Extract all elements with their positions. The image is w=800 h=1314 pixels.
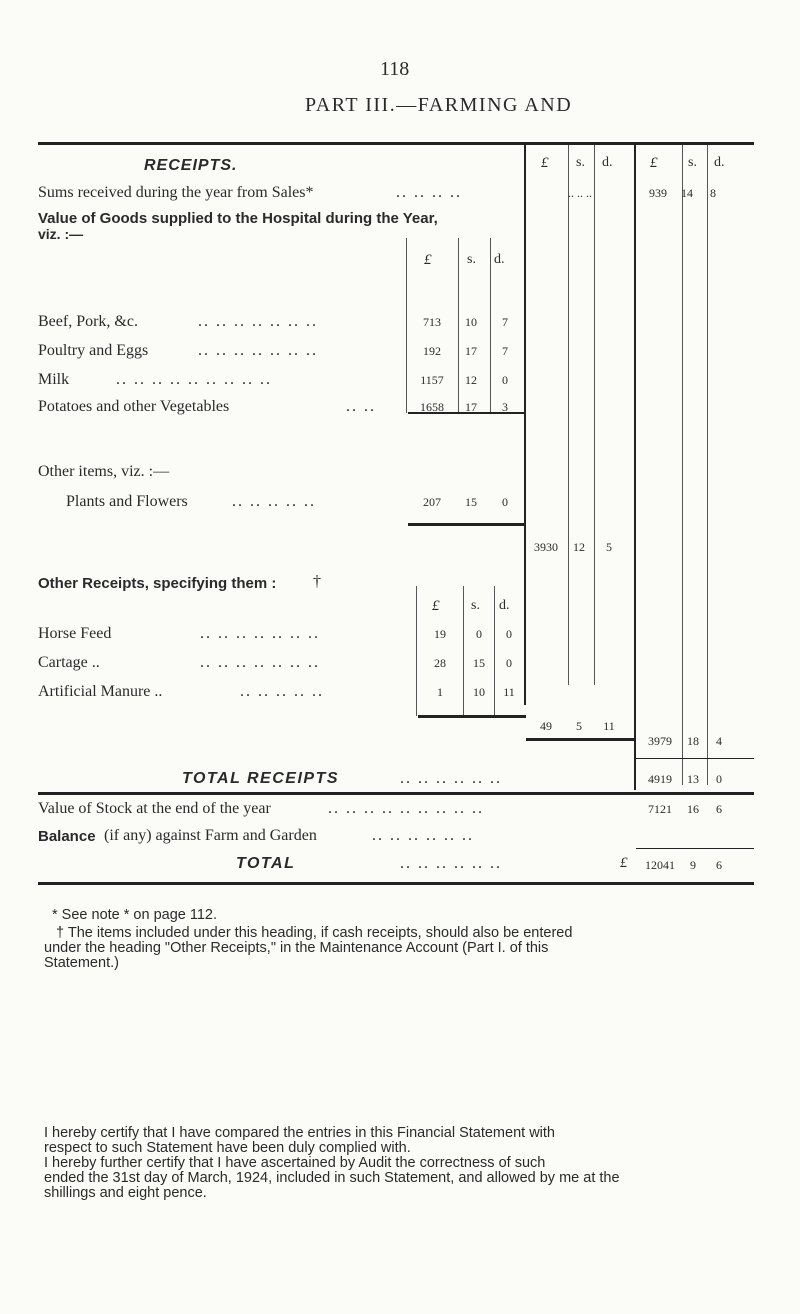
balance-dots: .. .. .. .. .. .. [372,827,474,844]
goods-item-beef-l: 713 [423,315,441,329]
other-col-s: s. [471,598,480,613]
right-col-rule-1 [636,758,754,759]
other-item-cartage-dots: .. .. .. .. .. .. .. [200,654,320,671]
other-item-manure-d: 11 [503,685,515,699]
other-item-horse-feed-l: 19 [434,627,446,641]
other-item-horse-feed-dots: .. .. .. .. .. .. .. [200,625,320,642]
total-label: TOTAL [236,855,296,872]
other-item-cartage-d: 0 [506,656,512,670]
combined-l: 3979 [648,734,672,748]
goods-rule-d [490,238,491,413]
col-rule-right-s [682,145,683,785]
other-item-horse-feed-s: 0 [476,627,482,641]
other-item-manure-l: 1 [437,685,443,699]
certificate-line-5: shillings and eight pence. [44,1185,207,1201]
goods-item-poultry: Poultry and Eggs [38,342,149,359]
goods-heading: Value of Goods supplied to the Hospital during the Year, [38,210,438,227]
goods-item-beef: Beef, Pork, &c. [38,313,138,330]
sales-l: 939 [649,186,667,200]
sales-s: 14 [681,186,693,200]
goods-item-plants-s: 15 [465,495,477,509]
goods-item-beef-dots: .. .. .. .. .. .. .. [198,313,318,330]
total-receipts-d: 0 [716,772,722,786]
goods-item-beef-d: 7 [502,315,508,329]
other-item-manure-dots: .. .. .. .. .. [240,683,324,700]
certificate-line-4: ended the 31st day of March, 1924, included in such Statement, and allowed by me at the [44,1170,620,1186]
total-l: 12041 [645,858,675,872]
total-receipts-label: TOTAL RECEIPTS [182,770,340,787]
sales-d: 8 [710,186,716,200]
goods-item-milk-s: 12 [465,373,477,387]
stock-s: 16 [687,802,699,816]
col-rule-mid-d [594,145,595,685]
balance-label: Balance [38,828,96,845]
other-item-manure: Artificial Manure .. [38,683,163,700]
table-end-rule [38,882,754,885]
stock-l: 7121 [648,802,672,816]
total-receipts-dots: .. .. .. .. .. .. [400,770,502,787]
goods-subtotal-s: 12 [573,540,585,554]
goods-item-milk: Milk [38,371,70,388]
goods-subtotal-l: 3930 [534,540,558,554]
footnote-2a: † The items included under this heading, if cash receipts, should also be entered [56,925,573,941]
footnote-2c: Statement.) [44,955,119,971]
total-d: 6 [716,858,722,872]
goods-col-l: £ [424,252,432,268]
total-receipts-l: 4919 [648,772,672,786]
goods-item-poultry-dots: .. .. .. .. .. .. .. [198,342,318,359]
other-rule-s [463,586,464,716]
combined-d: 4 [716,734,722,748]
table-bottom-rule [38,792,754,795]
col-head-mid-d: d. [602,155,613,170]
other-subtotal-d: 11 [603,719,615,733]
other-item-cartage: Cartage .. [38,654,100,671]
goods-item-plants-l: 207 [423,495,441,509]
goods-subtotal-d: 5 [606,540,612,554]
goods-item-potatoes-s: 17 [465,400,477,414]
total-dots: .. .. .. .. .. .. [400,855,502,872]
other-rule-d [494,586,495,716]
goods-col-d: d. [494,252,505,267]
receipts-heading: RECEIPTS. [144,157,238,174]
goods-item-milk-dots: .. .. .. .. .. .. .. .. .. [116,371,272,388]
stock-label: Value of Stock at the end of the year [38,800,271,817]
page-header: PART III.—FARMING AND [305,94,573,116]
goods-item-potatoes-l: 1658 [420,400,444,414]
goods-item-poultry-l: 192 [423,344,441,358]
footnote-1: * See note * on page 112. [52,907,218,923]
certificate-line-2: respect to such Statement have been duly complied with. [44,1140,411,1156]
col-rule-mid-s [568,145,569,685]
goods-item-potatoes: Potatoes and other Vegetables [38,398,230,415]
stock-dots: .. .. .. .. .. .. .. .. .. [328,800,484,817]
goods-item-poultry-d: 7 [502,344,508,358]
col-rule-right-d [707,145,708,785]
other-item-cartage-l: 28 [434,656,446,670]
other-col-l: £ [432,598,440,614]
col-rule-mid-left [524,145,526,705]
total-currency: £ [620,855,628,871]
goods-item-potatoes-dots: .. .. [346,398,376,415]
goods-item-beef-s: 10 [465,315,477,329]
goods-item-potatoes-d: 3 [502,400,508,414]
other-items-label: Other items, viz. :— [38,463,170,480]
goods-viz: viz. :— [38,226,84,242]
combined-s: 18 [687,734,699,748]
other-item-horse-feed: Horse Feed [38,625,112,642]
footnote-2b: under the heading "Other Receipts," in the Maintenance Account (Part I. of this [44,940,549,956]
goods-item-milk-l: 1157 [420,373,444,387]
goods-rule-left [406,238,407,413]
goods-item-milk-d: 0 [502,373,508,387]
balance-label-rest: (if any) against Farm and Garden [104,827,317,844]
total-s: 9 [690,858,696,872]
other-total-rule [418,715,526,718]
other-subtotal-s: 5 [576,719,582,733]
certificate-line-1: I hereby certify that I have compared the entries in this Financial Statement with [44,1125,555,1141]
total-receipts-s: 13 [687,772,699,786]
col-rule-right-left [634,145,636,790]
other-item-cartage-s: 15 [473,656,485,670]
right-col-rule-2 [636,848,754,849]
page-number: 118 [380,58,410,80]
col-head-right-s: s. [688,155,697,170]
goods-item-plants-dots: .. .. .. .. .. [232,493,316,510]
goods-item-plants-d: 0 [502,495,508,509]
table-top-rule [38,142,754,145]
other-receipts-heading: Other Receipts, specifying them : [38,575,277,592]
goods-item-poultry-s: 17 [465,344,477,358]
other-receipts-dagger: † [313,573,321,590]
mid-col-total-rule [526,738,636,741]
other-rule-left [416,586,417,716]
sales-label: Sums received during the year from Sales* [38,184,314,201]
goods-item-plants: Plants and Flowers [66,493,188,510]
certificate-line-3: I hereby further certify that I have ascertained by Audit the correctness of such [44,1155,546,1171]
other-item-manure-s: 10 [473,685,485,699]
other-subtotal-l: 49 [540,719,552,733]
stock-d: 6 [716,802,722,816]
col-head-right-l: £ [650,155,658,171]
other-item-horse-feed-d: 0 [506,627,512,641]
sales-mid-dots: .. .. .. [568,186,592,200]
sales-dots: .. .. .. .. [396,184,462,201]
goods-total-rule [408,523,526,526]
col-head-mid-s: s. [576,155,585,170]
col-head-right-d: d. [714,155,725,170]
goods-col-s: s. [467,252,476,267]
col-head-mid-l: £ [541,155,549,171]
other-col-d: d. [499,598,510,613]
